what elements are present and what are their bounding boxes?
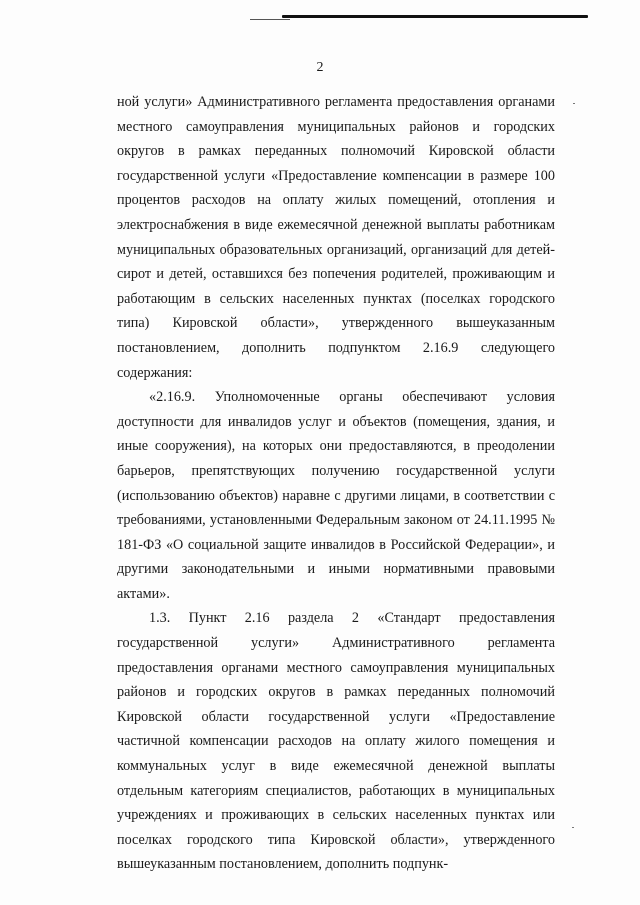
scan-artifact-line-thin — [250, 19, 290, 20]
scan-speck — [573, 103, 575, 104]
paragraph-1-3: 1.3. Пункт 2.16 раздела 2 «Стандарт предоставления государственной услуги» Административного регламента предоставления органами местного самоуправления муниципальных районов и городских округов в рамках переданных полномочий Кировской области государственной услуги «Предоставление частичной компенсации расходов на оплату жилого помещения и коммунальных услуг в виде ежемесячной денежной выплаты отдельным категориям специалистов, работающих в муниципальных учреждениях и проживающих в сельских населенных пунктах или поселках городского типа Кировской области», утвержденного вышеуказанным постановлением, дополнить подпунк- — [117, 610, 555, 873]
document-body — [117, 90, 555, 877]
scan-artifact-line — [282, 15, 588, 18]
paragraph-2-16-9: «2.16.9. Уполномоченные органы обеспечивают условия доступности для инвалидов услуг и объектов (помещения, здания, и иные сооружения), на которых они предоставляются, в преодолении барьеров, препятствующих получению государственной услуги (использованию объектов) наравне с другими лицами, в соответствии с требованиями, установленными Федеральным законом от 24.11.1995 № 181-ФЗ «О социальной защите инвалидов в Российской Федерации», и другими законодательными и иными нормативными правовыми актами». — [117, 389, 555, 602]
paragraph-continuation: ной услуги» Административного регламента предоставления органами местного самоуправления муниципальных районов и городских округов в рамках переданных полномочий Кировской области государственной услуги «Предоставление компенсации в размере 100 процентов расходов на оплату жилых помещений, отопления и электроснабжения в виде ежемесячной денежной выплаты работникам муниципальных образовательных организаций, организаций для детей-сирот и детей, оставшихся без попечения родителей, проживающим и работающим в сельских населенных пунктах (поселках городского типа) Кировской области», утвержденного вышеуказанным постановлением, дополнить подпунктом 2.16.9 следующего содержания: — [117, 94, 555, 381]
scan-speck — [572, 827, 574, 828]
page-number: 2 — [316, 60, 324, 75]
